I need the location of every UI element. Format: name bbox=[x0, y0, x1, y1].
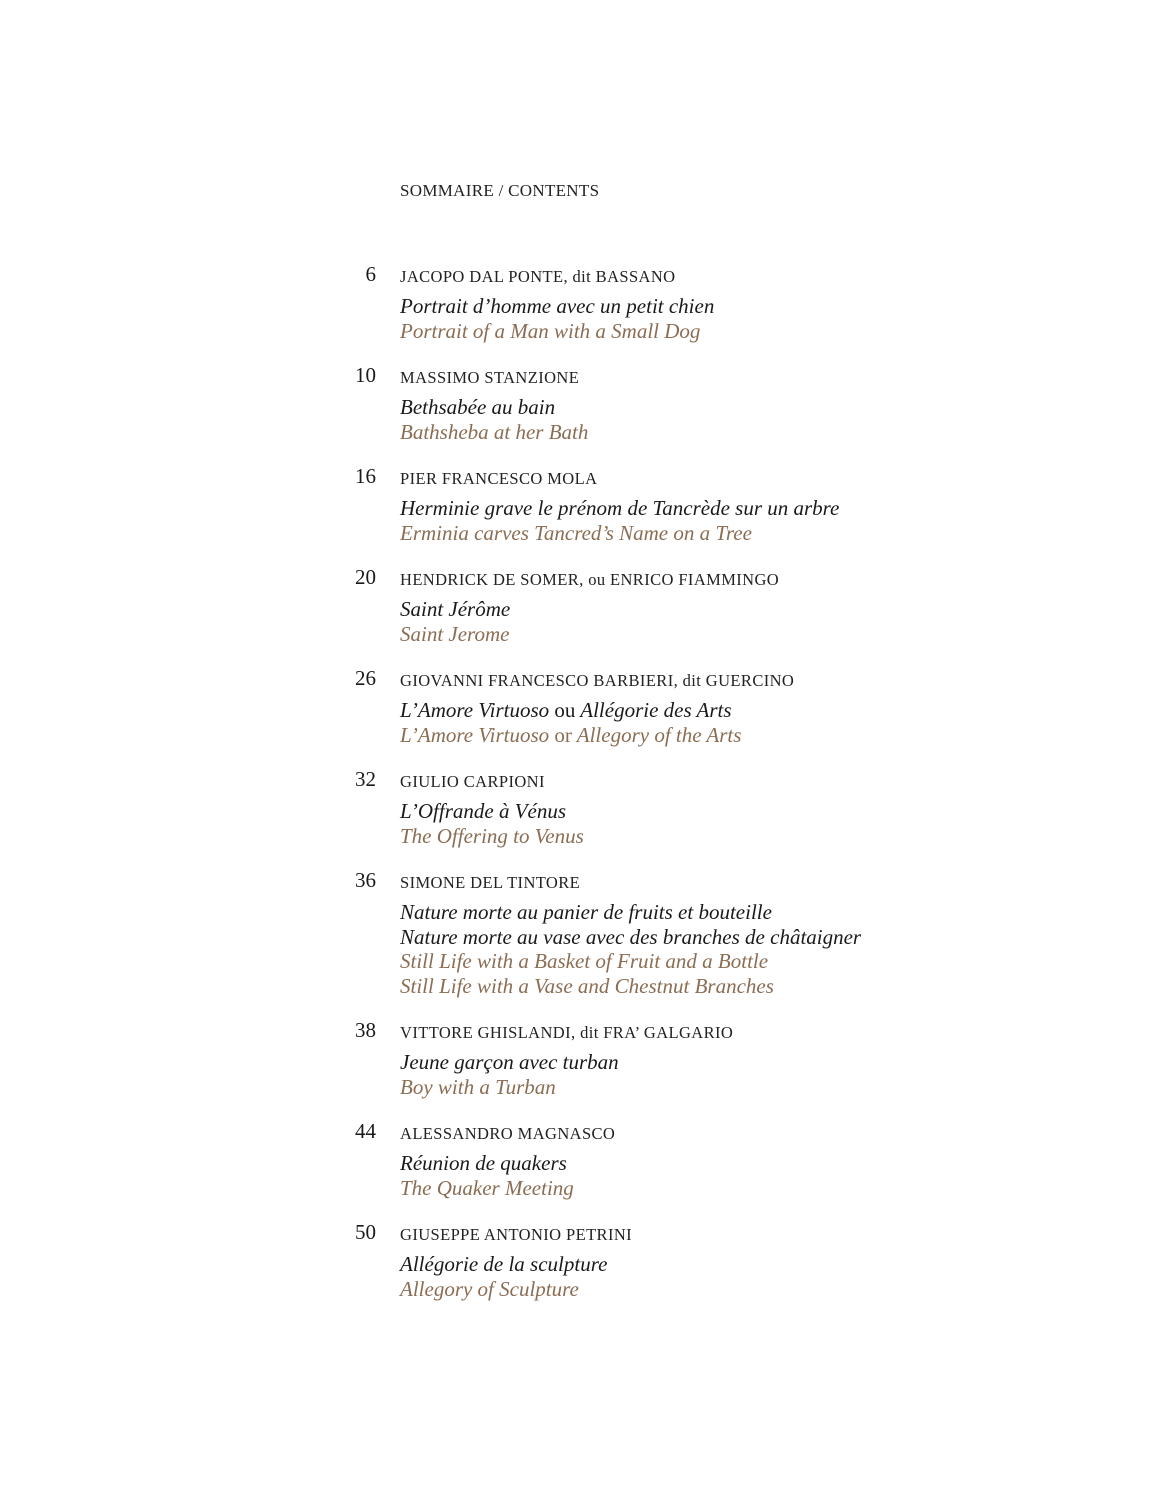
page-number: 44 bbox=[355, 1119, 376, 1143]
entry-titles bbox=[400, 799, 1060, 848]
entry-titles bbox=[400, 900, 1060, 998]
entry-titles bbox=[400, 496, 1060, 545]
toc-entry[interactable] bbox=[340, 870, 1060, 998]
title-english: The Quaker Meeting bbox=[400, 1175, 574, 1200]
title-english: Still Life with a Basket of Fruit and a Bottle bbox=[400, 949, 769, 973]
title-french: Allégorie de la sculpture bbox=[400, 1252, 608, 1276]
toc-entry[interactable] bbox=[340, 365, 1060, 444]
title-french: Herminie grave le prénom de Tancrède sur un arbre bbox=[400, 496, 840, 520]
title-french: L’Offrande à Vénus bbox=[400, 799, 567, 823]
entry-titles bbox=[400, 1151, 1060, 1200]
entry-titles bbox=[400, 698, 1060, 747]
title-english: The Offering to Venus bbox=[400, 823, 584, 848]
title-english: Bathsheba at her Bath bbox=[400, 419, 589, 444]
title-english: Still Life with a Vase and Chestnut Branches bbox=[400, 973, 774, 998]
page-title: SOMMAIRE / CONTENTS bbox=[400, 181, 600, 200]
table-of-contents bbox=[340, 264, 1060, 1323]
page-number: 20 bbox=[355, 565, 376, 589]
page-number: 50 bbox=[355, 1220, 376, 1244]
toc-entry[interactable] bbox=[340, 1121, 1060, 1200]
artist-name: GIULIO CARPIONI bbox=[400, 772, 545, 791]
title-english: Allegory of Sculpture bbox=[400, 1276, 579, 1301]
artist-name: GIOVANNI FRANCESCO BARBIERI, dit GUERCINO bbox=[400, 671, 795, 690]
toc-entry[interactable] bbox=[340, 668, 1060, 747]
artist-name: SIMONE DEL TINTORE bbox=[400, 873, 581, 892]
title-english: Erminia carves Tancred’s Name on a Tree bbox=[400, 520, 752, 545]
page-number: 36 bbox=[355, 868, 376, 892]
title-english: Boy with a Turban bbox=[400, 1074, 556, 1099]
title-part: L’Amore Virtuoso bbox=[400, 722, 550, 747]
title-french bbox=[400, 698, 1060, 723]
artist-name: MASSIMO STANZIONE bbox=[400, 368, 580, 387]
artist-name: ALESSANDRO MAGNASCO bbox=[400, 1124, 616, 1143]
toc-entry[interactable] bbox=[340, 769, 1060, 848]
artist-name: PIER FRANCESCO MOLA bbox=[400, 469, 598, 488]
artist-name: GIUSEPPE ANTONIO PETRINI bbox=[400, 1225, 633, 1244]
artist-name: JACOPO DAL PONTE, dit BASSANO bbox=[400, 267, 676, 286]
toc-entry[interactable] bbox=[340, 1020, 1060, 1099]
toc-entry[interactable] bbox=[340, 264, 1060, 343]
entry-titles bbox=[400, 395, 1060, 444]
toc-entry[interactable] bbox=[340, 466, 1060, 545]
entry-titles bbox=[400, 1050, 1060, 1099]
page-number: 38 bbox=[355, 1018, 376, 1042]
title-french: Nature morte au vase avec des branches de châtaigner bbox=[400, 924, 862, 949]
title-english bbox=[400, 723, 1060, 748]
title-french: Portrait d’homme avec un petit chien bbox=[400, 294, 715, 318]
title-conjunction: or bbox=[554, 722, 572, 747]
page-number: 26 bbox=[355, 666, 376, 690]
title-conjunction: ou bbox=[554, 698, 576, 722]
page-number: 10 bbox=[355, 363, 376, 387]
page-number: 6 bbox=[365, 262, 376, 286]
entry-titles bbox=[400, 597, 1060, 646]
title-english: Saint Jerome bbox=[400, 621, 510, 646]
entry-titles bbox=[400, 294, 1060, 343]
toc-entry[interactable] bbox=[340, 1222, 1060, 1301]
title-part: L’Amore Virtuoso bbox=[400, 698, 550, 722]
title-english: Portrait of a Man with a Small Dog bbox=[400, 318, 701, 343]
toc-entry[interactable] bbox=[340, 567, 1060, 646]
page-number: 16 bbox=[355, 464, 376, 488]
entry-titles bbox=[400, 1252, 1060, 1301]
title-french: Réunion de quakers bbox=[400, 1151, 567, 1175]
title-french: Jeune garçon avec turban bbox=[400, 1050, 619, 1074]
title-french: Bethsabée au bain bbox=[400, 395, 556, 419]
title-french: Saint Jérôme bbox=[400, 597, 511, 621]
title-part: Allegory of the Arts bbox=[576, 722, 742, 747]
title-french: Nature morte au panier de fruits et bouteille bbox=[400, 900, 772, 924]
title-part: Allégorie des Arts bbox=[580, 698, 732, 722]
page-number: 32 bbox=[355, 767, 376, 791]
artist-name: HENDRICK DE SOMER, ou ENRICO FIAMMINGO bbox=[400, 570, 780, 589]
artist-name: VITTORE GHISLANDI, dit FRA’ GALGARIO bbox=[400, 1023, 734, 1042]
